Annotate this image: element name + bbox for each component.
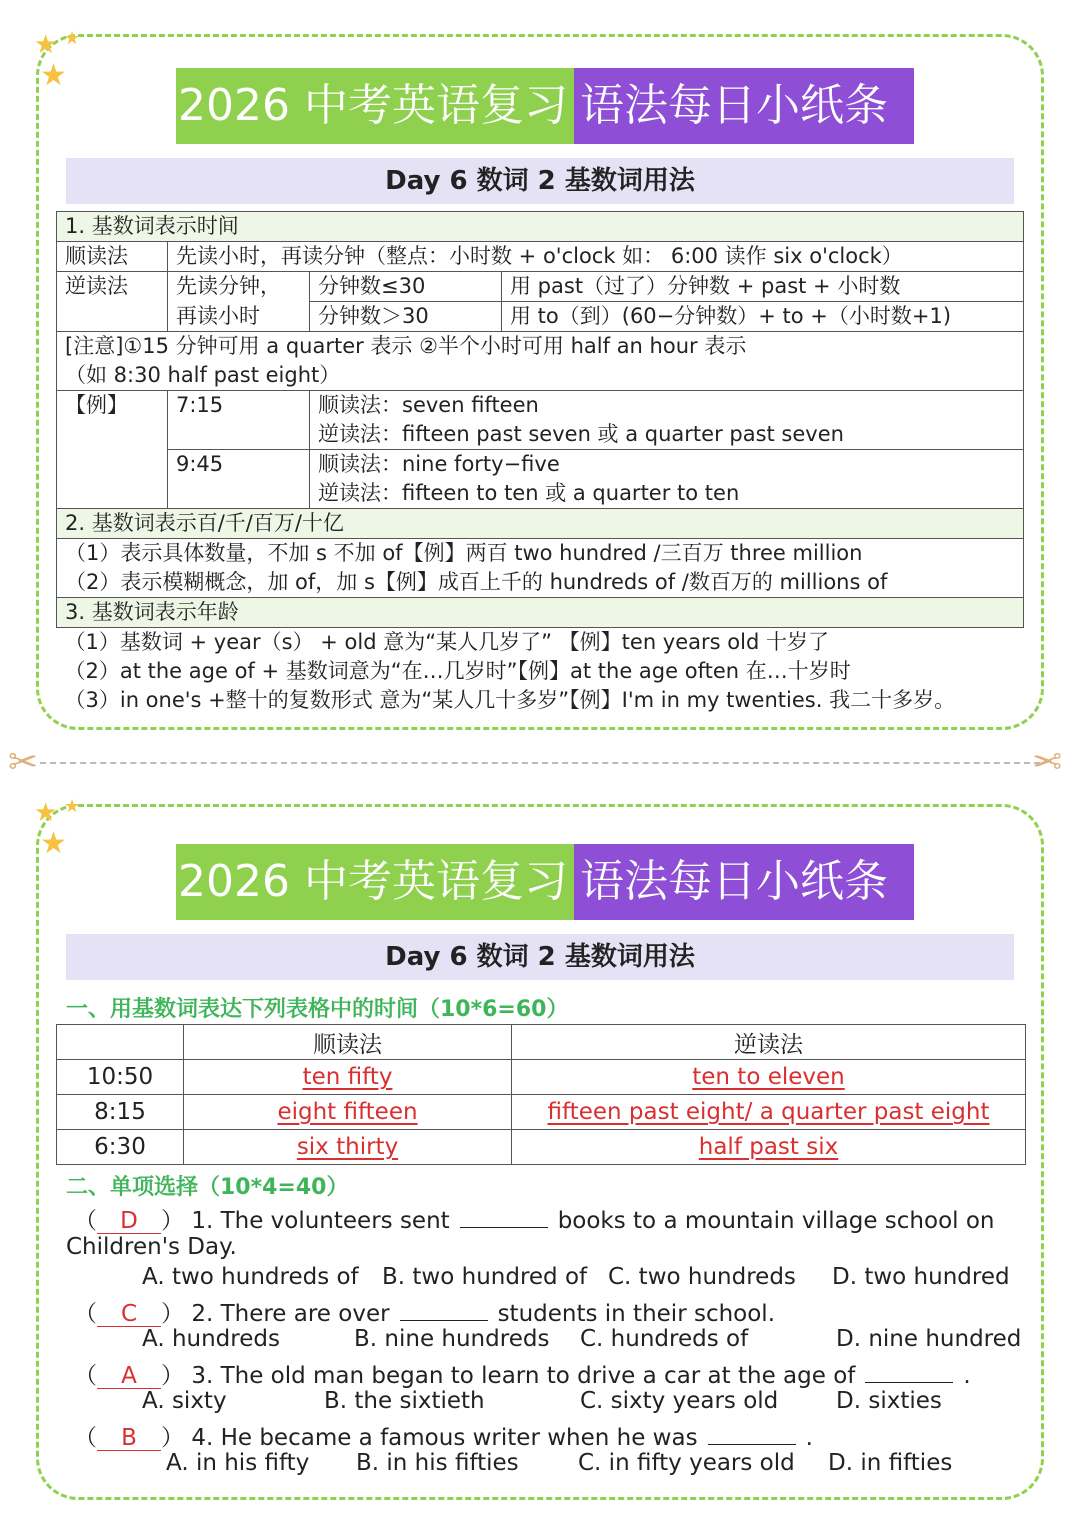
example-1 <box>310 391 1024 450</box>
time-exercise-table <box>56 1024 1026 1165</box>
note-line-2: （如 8:30 half past eight） <box>65 363 341 387</box>
answer-choice: A <box>97 1364 161 1389</box>
option-a: A. hundreds <box>142 1326 280 1352</box>
example-time-1: 7:15 <box>168 391 310 450</box>
example-1-ni: 逆读法：fifteen past seven 或 a quarter past seven <box>318 422 844 446</box>
option-c: C. sixty years old <box>580 1388 779 1414</box>
option-a: A. in his fifty <box>166 1450 310 1476</box>
banner-purple-text: 语法每日小纸条 <box>574 68 914 144</box>
answer-choice: B <box>97 1426 161 1451</box>
star-decoration-icon: ★ <box>64 796 81 817</box>
star-decoration-icon: ★ <box>40 826 67 861</box>
answer-shun: eight fifteen <box>277 1099 418 1125</box>
part-2-title: 二、单项选择（10*4=40） <box>66 1175 349 1200</box>
question-text: . <box>805 1425 813 1451</box>
question-text: 1. The volunteers sent <box>191 1208 450 1234</box>
part-1-title: 一、用基数词表达下列表格中的时间（10*6=60） <box>66 997 569 1022</box>
note-block <box>57 332 1024 391</box>
cut-line <box>40 762 1040 764</box>
scissors-icon: ✂ <box>8 742 39 783</box>
col-header-ni: 逆读法 <box>512 1025 1026 1060</box>
section-2-line-1: （1）表示具体数量，不加 s 不加 of【例】两百 two hundred /三百万 three million <box>65 541 863 565</box>
section-3-title: 3. 基数词表示年龄 <box>57 598 1024 628</box>
option-d: D. in fifties <box>828 1450 953 1476</box>
example-time-2: 9:45 <box>168 450 310 509</box>
ni-desc-a: 先读分钟， <box>168 272 310 302</box>
option-d: D. nine hundred <box>836 1326 1022 1352</box>
option-b: B. nine hundreds <box>354 1326 550 1352</box>
grammar-notes-table <box>56 211 1024 715</box>
table-row <box>57 1060 1026 1095</box>
option-a: A. two hundreds of <box>142 1264 359 1290</box>
section-2-title: 2. 基数词表示百/千/百万/十亿 <box>57 509 1024 539</box>
scissors-icon: ✂ <box>1032 742 1063 783</box>
le30-rule: 用 past（过了）分钟数 + past + 小时数 <box>502 272 1024 302</box>
answer-shun: six thirty <box>296 1134 399 1160</box>
time-cell: 8:15 <box>57 1095 184 1130</box>
option-d: D. two hundred <box>832 1264 1010 1290</box>
question-3: （ A ） 3. The old man began to learn to drive a car at the age of . <box>74 1363 971 1389</box>
answer-choice: C <box>97 1302 161 1327</box>
section-3-line-2: （2）at the age of + 基数词意为“在…几岁时”【例】at the age often 在…十岁时 <box>64 659 851 683</box>
shun-label: 顺读法 <box>57 242 168 272</box>
star-decoration-icon: ★ <box>34 798 58 828</box>
answer-ni: fifteen past eight/ a quarter past eight <box>547 1099 990 1125</box>
star-decoration-icon: ★ <box>34 30 58 60</box>
example-2-shun: 顺读法：nine forty−five <box>318 452 560 476</box>
section-1-title: 1. 基数词表示时间 <box>57 212 1024 242</box>
question-2: （ C ） 2. There are over students in their school. <box>74 1301 776 1327</box>
question-1-continued: Children's Day. <box>66 1234 237 1260</box>
option-d: D. sixties <box>836 1388 942 1414</box>
title-banner <box>176 844 914 920</box>
section-2-body <box>57 539 1024 598</box>
fill-blank <box>460 1207 548 1228</box>
fill-blank <box>400 1300 488 1321</box>
question-text: . <box>963 1363 971 1389</box>
section-3-line-3: （3）in one's +整十的复数形式 意为“某人几十多岁”【例】I'm in my twenties. 我二十多岁。 <box>64 688 956 712</box>
time-cell: 6:30 <box>57 1130 184 1165</box>
question-4: （ B ） 4. He became a famous writer when he was . <box>74 1425 813 1451</box>
le30-label: 分钟数≤30 <box>310 272 502 302</box>
answer-choice: D <box>97 1209 161 1234</box>
question-text: students in their school. <box>497 1301 776 1327</box>
header-blank-cell <box>57 1025 184 1060</box>
banner-green-text: 2026 中考英语复习 <box>176 68 574 144</box>
example-2-ni: 逆读法：fifteen to ten 或 a quarter to ten <box>318 481 740 505</box>
star-decoration-icon: ★ <box>40 58 67 93</box>
question-text: 4. He became a famous writer when he was <box>191 1425 698 1451</box>
option-b: B. the sixtieth <box>324 1388 485 1414</box>
banner-green-text: 2026 中考英语复习 <box>176 844 574 920</box>
answer-ni: ten to eleven <box>692 1064 845 1090</box>
example-1-shun: 顺读法：seven fifteen <box>318 393 539 417</box>
ni-desc-b: 再读小时 <box>168 302 310 332</box>
day-header: Day 6 数词 2 基数词用法 <box>66 158 1014 204</box>
shun-rule: 先读小时，再读分钟（整点：小时数 + o'clock 如： 6:00 读作 six o'clock） <box>168 242 1024 272</box>
day-header: Day 6 数词 2 基数词用法 <box>66 934 1014 980</box>
option-c: C. hundreds of <box>580 1326 749 1352</box>
gt30-rule: 用 to（到）(60−分钟数）+ to +（小时数+1) <box>502 302 1024 332</box>
question-text: 2. There are over <box>191 1301 390 1327</box>
table-row <box>57 1095 1026 1130</box>
note-line-1: [注意]①15 分钟可用 a quarter 表示 ②半个小时可用 half an hour 表示 <box>65 334 747 358</box>
example-label: 【例】 <box>57 391 168 509</box>
section-3-line-1: （1）基数词 + year（s） + old 意为“某人几岁了” 【例】ten years old 十岁了 <box>64 630 829 654</box>
time-cell: 10:50 <box>57 1060 184 1095</box>
question-text: 3. The old man began to learn to drive a car at the age of <box>191 1363 856 1389</box>
question-text: books to a mountain village school on <box>557 1208 995 1234</box>
example-2 <box>310 450 1024 509</box>
section-3-body <box>57 628 1024 716</box>
question-1: （ D ） 1. The volunteers sent books to a mountain village school on <box>74 1208 995 1234</box>
option-b: B. in his fifties <box>356 1450 519 1476</box>
title-banner <box>176 68 914 144</box>
ni-label: 逆读法 <box>57 272 168 332</box>
answer-ni: half past six <box>698 1134 839 1160</box>
fill-blank <box>865 1362 953 1383</box>
table-row <box>57 1130 1026 1165</box>
option-c: C. two hundreds <box>608 1264 796 1290</box>
gt30-label: 分钟数＞30 <box>310 302 502 332</box>
option-c: C. in fifty years old <box>578 1450 795 1476</box>
banner-purple-text: 语法每日小纸条 <box>574 844 914 920</box>
section-2-line-2: （2）表示模糊概念，加 of，加 s【例】成百上千的 hundreds of /数百万的 millions of <box>65 570 888 594</box>
star-decoration-icon: ★ <box>64 28 81 49</box>
option-b: B. two hundred of <box>382 1264 588 1290</box>
answer-shun: ten fifty <box>302 1064 393 1090</box>
option-a: A. sixty <box>142 1388 227 1414</box>
col-header-shun: 顺读法 <box>184 1025 512 1060</box>
fill-blank <box>708 1424 796 1445</box>
